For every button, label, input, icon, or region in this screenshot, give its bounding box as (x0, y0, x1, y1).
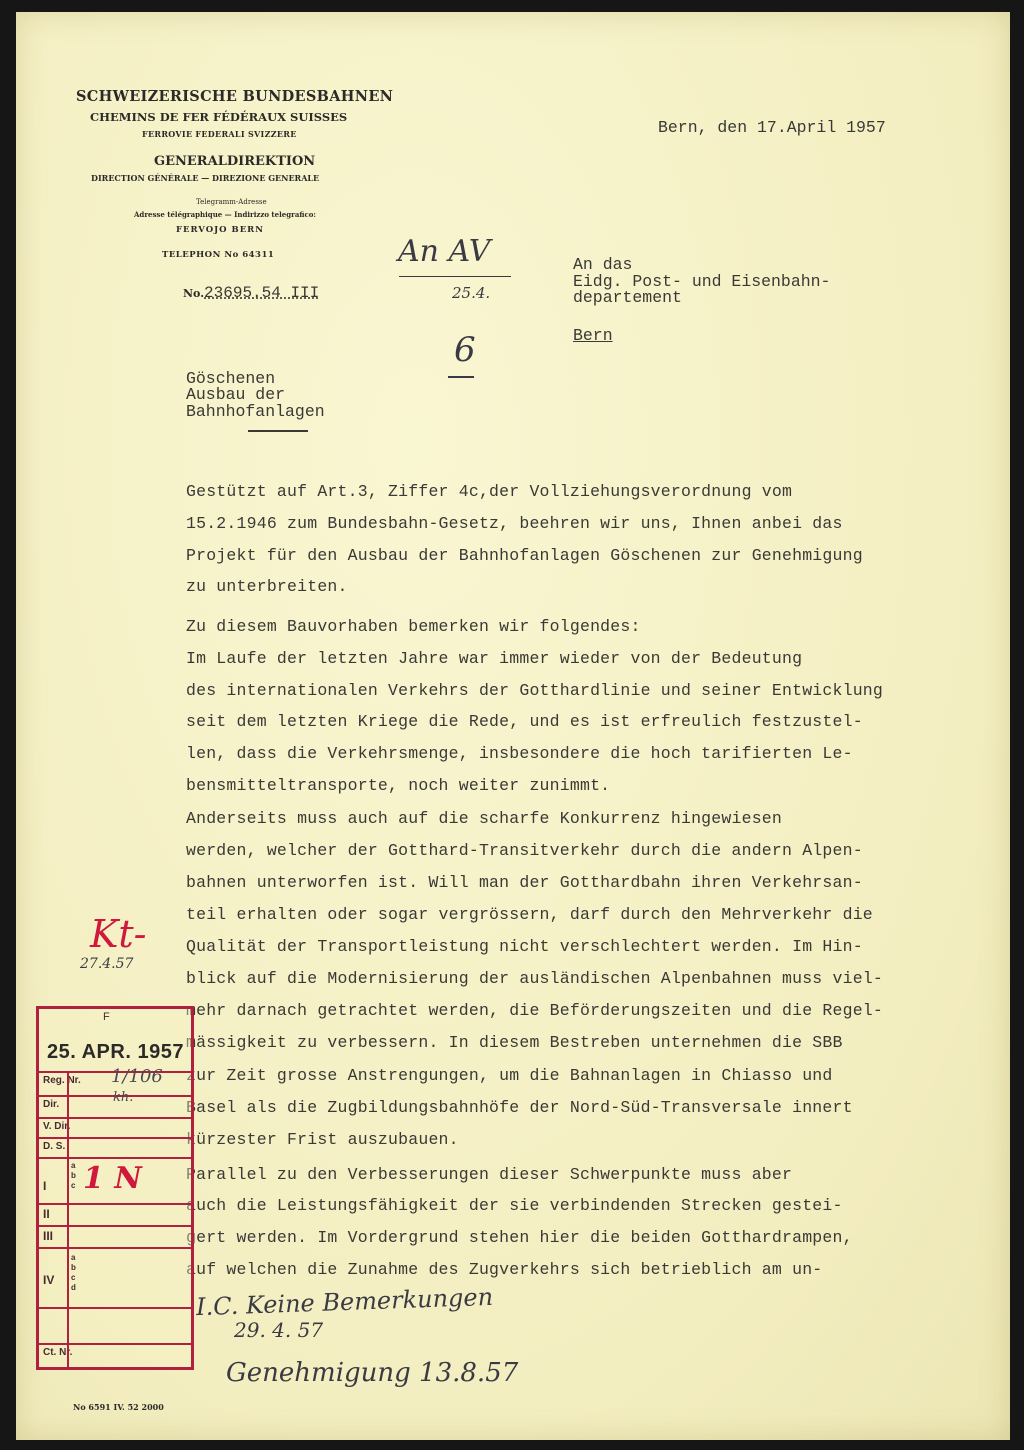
stamp-sublabels: a b c (71, 1161, 76, 1190)
letterhead-company-fr: CHEMINS DE FER FÉDÉRAUX SUISSES (90, 110, 348, 124)
handwritten-routing-note: An AV (398, 234, 491, 269)
stamp-label: Ct. Nr. (43, 1347, 73, 1358)
stamp-label: D. S. (43, 1141, 66, 1152)
body-line: zu unterbreiten. (186, 577, 348, 596)
handwritten-note-remarks: I.C. Keine Bemerkungen (195, 1282, 494, 1322)
body-line: 15.2.1946 zum Bundesbahn-Gesetz, beehren wir uns, Ihnen anbei das (186, 514, 843, 533)
stamp-dir-initials: kh. (113, 1090, 134, 1105)
letterhead-telephone: TELEPHON No 64311 (162, 250, 275, 260)
subject-line-2: Ausbau der (186, 385, 286, 404)
recipient-line-2: Eidg. Post- und Eisenbahn- (573, 272, 831, 291)
reference-number-line (183, 284, 319, 302)
letterhead-department-fr-it: DIRECTION GÉNÉRALE — DIREZIONE GENERALE (91, 173, 320, 183)
stamp-letter: F (103, 1011, 110, 1023)
subject-line-1: Göschenen (186, 369, 276, 388)
handwritten-red-initials: Kt- (90, 912, 147, 956)
handwritten-dash (448, 376, 474, 378)
body-line: blick auf die Modernisierung der ausländischen Alpenbahnen muss viel- (186, 969, 884, 988)
stamp-label: III (43, 1229, 54, 1243)
body-line: des internationalen Verkehrs der Gotthardlinie und seiner Entwicklung (186, 681, 884, 700)
recipient-city: Bern (573, 326, 613, 345)
body-line: Projekt für den Ausbau der Bahnhofanlagen Göschenen zur Genehmigung (186, 546, 863, 565)
body-line: Parallel zu den Verbesserungen dieser Schwerpunkte muss aber (186, 1165, 793, 1184)
stamp-red-handwriting: 1 N (83, 1161, 142, 1196)
receipt-stamp (36, 1006, 194, 1370)
stamp-date: 25. APR. 1957 (47, 1041, 184, 1063)
reference-number: 23695.54 III (204, 284, 320, 302)
body-line: bensmitteltransporte, noch weiter zunimmt. (186, 776, 611, 795)
body-line: Qualität der Transportleistung nicht verschlechtert werden. Im Hin- (186, 937, 863, 956)
body-line: Anderseits muss auch auf die scharfe Konkurrenz hingewiesen (186, 809, 782, 828)
body-line: zur Zeit grosse Anstrengungen, um die Bahnanlagen in Chiasso und (186, 1066, 833, 1085)
body-line: Gestützt auf Art.3, Ziffer 4c,der Vollziehungsverordnung vom (186, 482, 793, 501)
handwritten-initial-date: 27.4.57 (80, 956, 134, 972)
stamp-label: II (43, 1207, 50, 1221)
body-line: teil erhalten oder sogar vergrössern, darf durch den Mehrverkehr die (186, 905, 873, 924)
body-line: auf welchen die Zunahme des Zugverkehrs sich betrieblich am un- (186, 1260, 823, 1279)
body-line: mehr darnach getrachtet werden, die Beförderungszeiten und die Regel- (186, 1001, 884, 1020)
letter-date: Bern, den 17.April 1957 (658, 118, 886, 137)
handwritten-number: 6 (454, 330, 476, 370)
stamp-label: I (43, 1179, 47, 1193)
handwritten-note-date: 29. 4. 57 (234, 1318, 324, 1342)
recipient-line-1: An das (573, 255, 633, 274)
body-line: seit dem letzten Kriege die Rede, und es ist erfreulich festzustel- (186, 712, 863, 731)
letterhead-telegram-address: FERVOJO BERN (176, 225, 265, 235)
body-line: Zu diesem Bauvorhaben bemerken wir folgendes: (186, 617, 641, 636)
handwritten-date-note: 25.4. (452, 284, 491, 302)
stamp-label: V. Dir. (43, 1121, 71, 1132)
body-line: kürzester Frist auszubauen. (186, 1130, 459, 1149)
handwritten-approval-note: Genehmigung 13.8.57 (226, 1358, 519, 1388)
handwritten-underline (399, 276, 511, 277)
letterhead-company-de: SCHWEIZERISCHE BUNDESBAHNEN (76, 88, 394, 105)
form-number: No 6591 IV. 52 2000 (73, 1402, 164, 1412)
body-line: auch die Leistungsfähigkeit der sie verbindenden Strecken gestei- (186, 1196, 843, 1215)
body-line: Basel als die Zugbildungsbahnhöfe der Nord-Süd-Transversale innert (186, 1098, 853, 1117)
letterhead-department: GENERALDIREKTION (154, 154, 316, 169)
stamp-label: IV (43, 1273, 55, 1287)
body-line: len, dass die Verkehrsmenge, insbesondere die hoch tarifierten Le- (186, 744, 853, 763)
recipient-line-3: departement (573, 288, 682, 307)
body-line: bahnen unterworfen ist. Will man der Gotthardbahn ihren Verkehrsan- (186, 873, 863, 892)
reference-label: No. (183, 287, 205, 300)
letterhead-telegram-label-fr-it: Adresse télégraphique — Indirizzo telegrafico: (134, 210, 316, 219)
letterhead-company-it: FERROVIE FEDERALI SVIZZERE (142, 129, 297, 139)
document-page (16, 12, 1010, 1440)
stamp-label: Reg. Nr. (43, 1075, 81, 1086)
stamp-label: Dir. (43, 1099, 60, 1110)
subject-underline (248, 430, 308, 432)
subject-line-3: Bahnhofanlagen (186, 402, 325, 421)
stamp-sublabels: a b c d (71, 1253, 76, 1292)
body-line: werden, welcher der Gotthard-Transitverkehr durch die andern Alpen- (186, 841, 863, 860)
letterhead-telegram-label: Telegramm-Adresse (196, 198, 267, 206)
body-line: mässigkeit zu verbessern. In diesem Bestreben unternehmen die SBB (186, 1033, 843, 1052)
stamp-reg-number: 1/106 (111, 1066, 163, 1087)
body-line: gert werden. Im Vordergrund stehen hier die beiden Gotthardrampen, (186, 1228, 853, 1247)
body-line: Im Laufe der letzten Jahre war immer wieder von der Bedeutung (186, 649, 803, 668)
